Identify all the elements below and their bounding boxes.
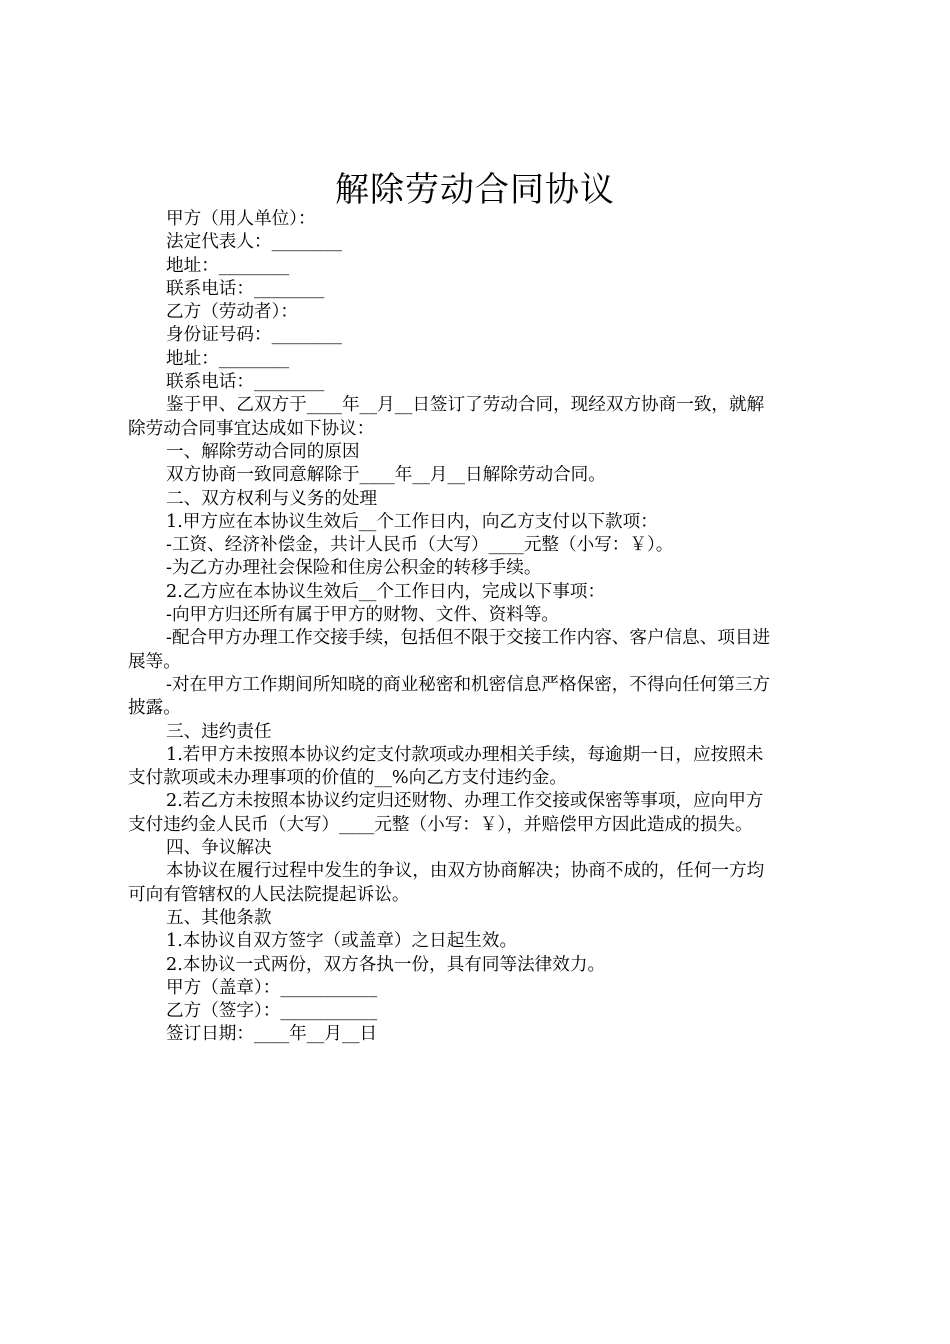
document-line: 1.若甲方未按照本协议约定支付款项或办理相关手续，每逾期一日，应按照未 — [166, 744, 764, 765]
document-line: 甲方（用人单位）： — [166, 209, 316, 229]
document-line: 地址：________ — [166, 255, 290, 276]
document-line: 可向有管辖权的人民法院提起诉讼。 — [128, 884, 410, 905]
document-line: 2.本协议一式两份，双方各执一份，具有同等法律效力。 — [166, 954, 606, 975]
document-line: -配合甲方办理工作交接手续，包括但不限于交接工作内容、客户信息、项目进 — [166, 628, 771, 649]
document-line: 联系电话：________ — [166, 372, 325, 393]
document-line: 签订日期：____年__月__日 — [166, 1024, 378, 1045]
document-line: 乙方（劳动者）： — [166, 302, 298, 323]
document-line: 乙方（签字）：___________ — [166, 1001, 378, 1022]
document-line: -对在甲方工作期间所知晓的商业秘密和机密信息严格保密，不得向任何第三方 — [166, 674, 771, 695]
document-line: 联系电话：________ — [166, 278, 325, 299]
document-line: 披露。 — [128, 698, 181, 719]
document-line: 展等。 — [128, 651, 181, 672]
document-line: 双方协商一致同意解除于____年__月__日解除劳动合同。 — [166, 465, 606, 486]
document-line: -为乙方办理社会保险和住房公积金的转移手续。 — [166, 558, 542, 579]
document-line: 支付款项或未办理事项的价值的__%向乙方支付违约金。 — [128, 768, 567, 789]
document-line: 鉴于甲、乙双方于____年__月__日签订了劳动合同，现经双方协商一致，就解 — [166, 395, 765, 416]
document-line: 1.本协议自双方签字（或盖章）之日起生效。 — [166, 931, 518, 952]
document-line: 甲方（盖章）：___________ — [166, 977, 378, 998]
document-line: 2.乙方应在本协议生效后__个工作日内，完成以下事项： — [166, 581, 606, 602]
document-body — [128, 208, 832, 1047]
document-line: 身份证号码：________ — [166, 325, 342, 346]
document-line: 2.若乙方未按照本协议约定归还财物、办理工作交接或保密等事项，应向甲方 — [166, 791, 764, 812]
document-line: 1.甲方应在本协议生效后__个工作日内，向乙方支付以下款项： — [166, 511, 658, 532]
document-line: 五、其他条款 — [166, 907, 272, 928]
document-title: 解除劳动合同协议 — [335, 170, 615, 210]
document-line: 支付违约金人民币（大写）____元整（小写：￥），并赔偿甲方因此造成的损失。 — [128, 814, 753, 835]
document-line: 除劳动合同事宜达成如下协议： — [128, 418, 375, 439]
document-line: 四、争议解决 — [166, 838, 272, 859]
document-line: 三、违约责任 — [166, 721, 272, 742]
document-line: 法定代表人：________ — [166, 232, 342, 253]
document-line: 一、解除劳动合同的原因 — [166, 441, 360, 462]
document-line: 二、双方权利与义务的处理 — [166, 488, 378, 509]
document-line: -工资、经济补偿金，共计人民币（大写）____元整（小写：￥）。 — [166, 535, 674, 556]
document-line: 本协议在履行过程中发生的争议，由双方协商解决；协商不成的，任何一方均 — [166, 861, 765, 882]
document-line: -向甲方归还所有属于甲方的财物、文件、资料等。 — [166, 605, 560, 626]
document-line: 地址：________ — [166, 348, 290, 369]
